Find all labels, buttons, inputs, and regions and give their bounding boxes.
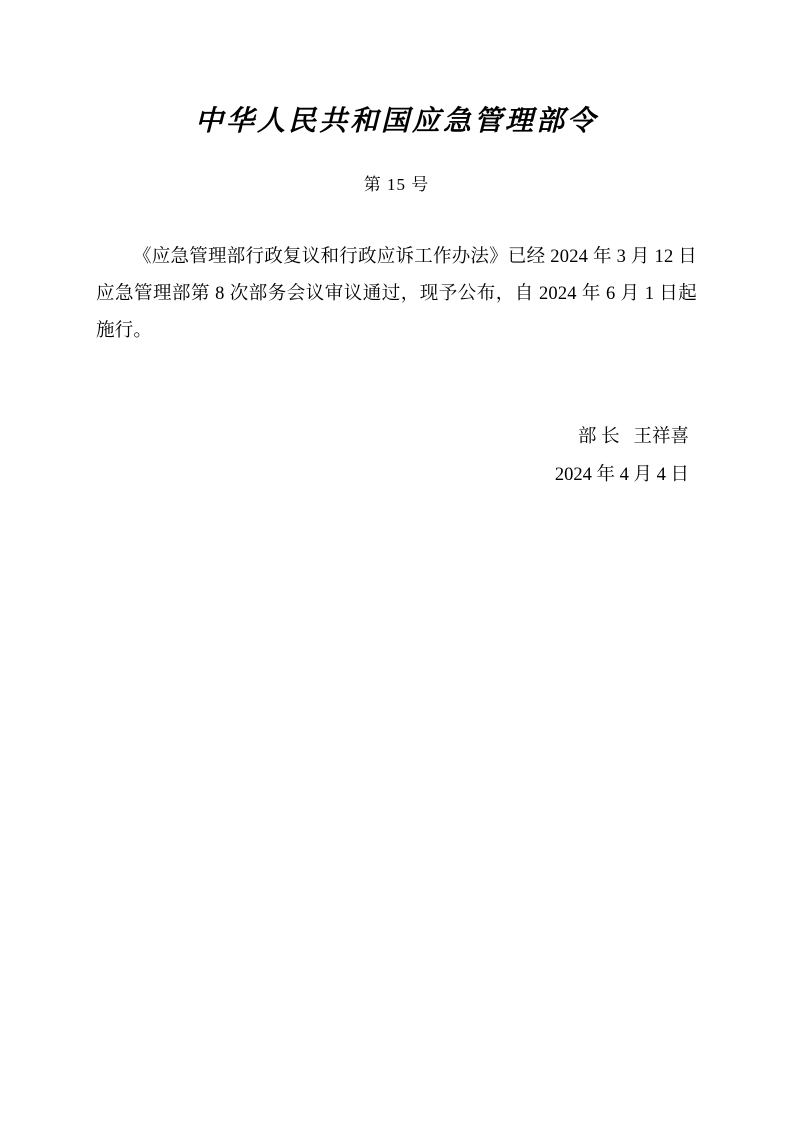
- signer-name: 部 长 王祥喜: [577, 426, 689, 447]
- page-title: 中华人民共和国应急管理部令: [194, 104, 598, 137]
- body-paragraph: 《应急管理部行政复议和行政应诉工作办法》已经 2024 年 3 月 12 日应急管理部第 8 次部务会议审议通过，现予公布，自 2024 年 6 月 1 日起施行。: [96, 246, 697, 341]
- signature-block: [96, 418, 697, 496]
- order-number: 第 15 号: [363, 174, 430, 194]
- signature-date: 2024 年 4 月 4 日: [554, 465, 689, 486]
